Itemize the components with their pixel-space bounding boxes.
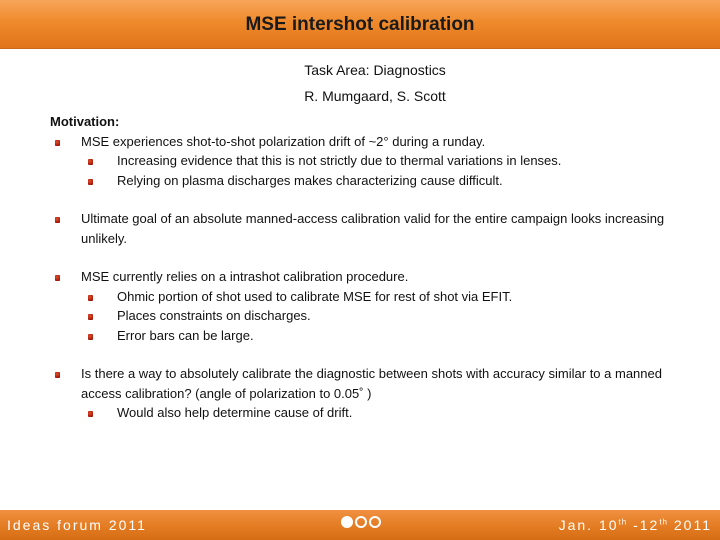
motivation-heading: Motivation:: [50, 114, 120, 129]
slide-content: [50, 112, 690, 423]
bullet-text: Ultimate goal of an absolute manned-access calibration valid for the entire campaign looks increasing unlikely.: [81, 211, 665, 246]
bullet-icon: [88, 295, 93, 301]
bullet-text: MSE experiences shot-to-shot polarization drift of ~2° during a runday.: [81, 133, 486, 149]
bullet-item: [50, 364, 690, 403]
bullet-icon: [55, 372, 60, 378]
sub-bullet-text: Would also help determine cause of drift.: [117, 405, 353, 420]
bullet-icon: [88, 411, 93, 417]
bullet-item: [50, 209, 690, 248]
sub-bullet-item: [50, 306, 690, 326]
bullet-icon: [55, 140, 60, 146]
bullet-text: MSE currently relies on a intrashot calibration procedure.: [81, 269, 409, 284]
bullet-icon: [55, 217, 60, 223]
footer-bar: [0, 510, 720, 540]
sub-bullet-item: [50, 151, 690, 171]
page-dot-active: [341, 516, 353, 528]
sub-bullet-item: [50, 326, 690, 346]
page-dot: [355, 516, 367, 528]
bullet-item: [50, 132, 690, 152]
sub-bullet-text: Error bars can be large.: [117, 327, 254, 343]
bullet-icon: [88, 334, 93, 340]
authors: R. Mumgaard, S. Scott: [304, 88, 446, 104]
bullet-icon: [88, 314, 93, 320]
sub-bullet-item: [50, 287, 690, 307]
sub-bullet-item: [50, 171, 690, 191]
slide-title: MSE intershot calibration: [245, 14, 475, 35]
sub-bullet-item: [50, 403, 690, 423]
footer-event: Ideas forum 2011: [7, 517, 147, 533]
sub-bullet-text: Places constraints on discharges.: [117, 308, 311, 323]
bullet-icon: [88, 179, 93, 185]
page-dot: [369, 516, 381, 528]
bullet-text: Is there a way to absolutely calibrate the diagnostic between shots with accuracy similar to a manned access calibration? (angle of polarization to 0.05˚ ): [81, 366, 662, 401]
page-indicator: [341, 515, 383, 533]
sub-bullet-text: Relying on plasma discharges makes characterizing cause difficult.: [117, 172, 503, 188]
bullet-item: [50, 267, 690, 287]
sub-bullet-text: Increasing evidence that this is not strictly due to thermal variations in lenses.: [117, 153, 562, 168]
sub-bullet-text: Ohmic portion of shot used to calibrate MSE for rest of shot via EFIT.: [117, 288, 513, 304]
bullet-icon: [88, 159, 93, 165]
footer-date: Jan. 10th -12th 2011: [558, 517, 712, 533]
bullet-icon: [55, 275, 60, 281]
task-area: Task Area: Diagnostics: [304, 62, 446, 78]
